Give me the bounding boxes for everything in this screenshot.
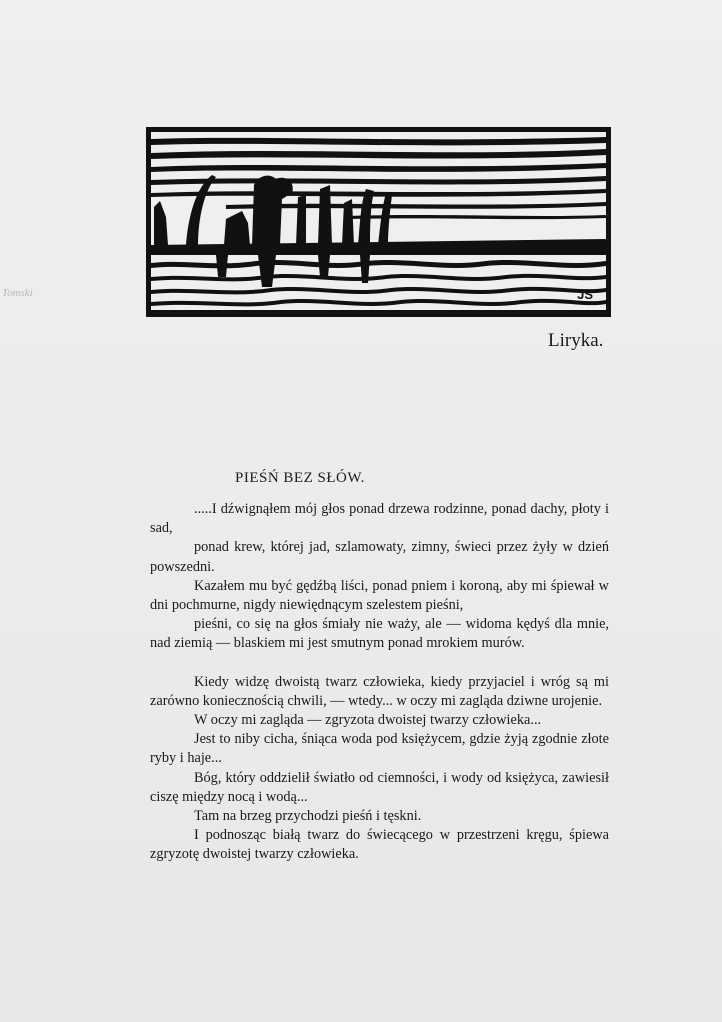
margin-note: Tomski: [2, 287, 33, 299]
poem-paragraph: Tam na brzeg przychodzi pieśń i tęskni.: [194, 808, 422, 825]
poem-title: PIEŚŃ BEZ SŁÓW.: [235, 470, 365, 486]
poem-paragraph: Bóg, który oddzielił światło od ciemności, i wody od księżyca, zawiesił ciszę między nocą i wodą...: [150, 769, 609, 805]
poem-paragraph: Kiedy widzę dwoistą twarz człowieka, kiedy przyjaciel i wróg są mi zarówno koniecznością chwili, — wtedy... w oczy mi zagląda dziwne urojenie.: [150, 673, 609, 709]
poem-paragraph: Jest to niby cicha, śniąca woda pod księżycem, gdzie żyją zgodnie złote ryby i haje...: [150, 731, 609, 767]
poem-paragraph: pieśni, co się na głos śmiały nie waży, ale — widoma kędyś dla mnie, nad ziemią — blaskiem mi jest smutnym ponad mrokiem murów.: [150, 616, 609, 652]
poem-paragraph: I podnosząc białą twarz do świecącego w przestrzeni kręgu, śpiewa zgryzotę dwoistej twarzy człowieka.: [150, 827, 609, 863]
poem-paragraph: .....I dźwignąłem mój głos ponad drzewa rodzinne, ponad dachy, płoty i sad,: [150, 501, 609, 537]
woodcut-monogram: JS: [577, 287, 593, 302]
poem-paragraph: W oczy mi zagląda — zgryzota dwoistej twarzy człowieka...: [194, 712, 542, 729]
section-label: Liryka.: [548, 330, 604, 351]
poem-paragraph: Kazałem mu być gędźbą liści, ponad pniem i koroną, aby mi śpiewał w dni pochmurne, nigdy niewiędnącym szelestem pieśni,: [150, 577, 609, 614]
poem-body: [150, 500, 609, 865]
poem-paragraph: ponad krew, której jad, szlamowaty, zimny, świeci przez żyły w dzień powszedni.: [150, 539, 609, 575]
woodcut-illustration: [146, 127, 611, 317]
